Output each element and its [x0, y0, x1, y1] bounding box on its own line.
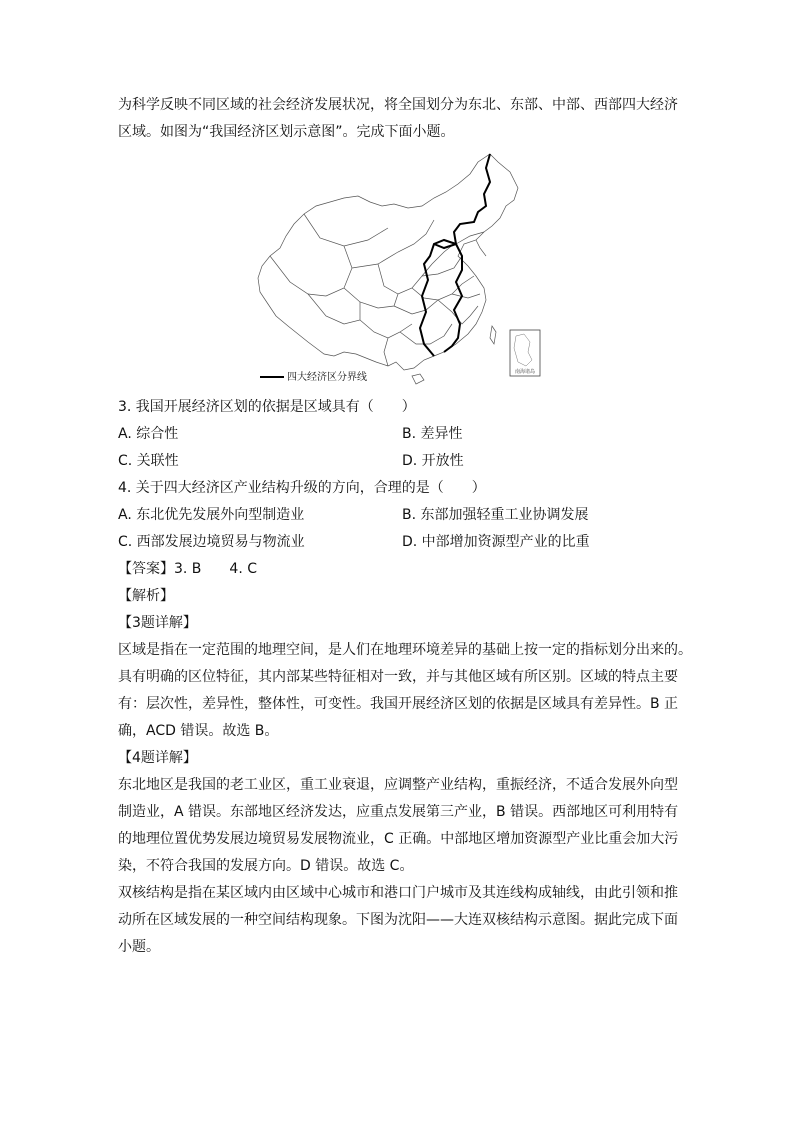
south-china-sea-inset [510, 330, 540, 376]
option-4c: C. 西部发展边境贸易与物流业 [118, 534, 305, 550]
q3-detail-line-1: 区域是指在一定范围的地理空间，是人们在地理环境差异的基础上按一定的指标划分出来的。 [118, 642, 692, 658]
question-3-options-row-1 [118, 421, 684, 448]
q4-detail-line-1: 东北地区是我国的老工业区，重工业衰退，应调整产业结构，重振经济，不适合发展外向型 [118, 777, 678, 793]
question-4-options-row-1 [118, 502, 684, 529]
q3-detail-line-4: 确，ACD 错误。故选 B。 [118, 723, 279, 739]
next-intro-line-1: 双核结构是指在某区域内由区域中心城市和港口门户城市及其连线构成轴线，由此引领和推 [118, 885, 678, 901]
next-intro-line-3: 小题。 [118, 939, 160, 955]
china-economic-region-map [248, 148, 560, 386]
inset-label: 南海诸岛 [514, 369, 536, 375]
q4-detail-line-3: 的地理位置优势发展边境贸易发展物流业，C 正确。中部地区增加资源型产业比重会加大污 [118, 831, 679, 847]
option-3a: A. 综合性 [118, 426, 179, 442]
intro-line-1: 为科学反映不同区域的社会经济发展状况，将全国划分为东北、东部、中部、西部四大经济 [118, 97, 678, 113]
option-3c: C. 关联性 [118, 453, 179, 469]
q3-detail-line-3: 有：层次性，差异性，整体性，可变性。我国开展经济区划的依据是区域具有差异性。B 正 [118, 696, 679, 712]
question-4-stem: 4. 关于四大经济区产业结构升级的方向，合理的是（ ） [118, 480, 486, 496]
q4-detail-paragraph [118, 772, 684, 880]
map-legend [260, 370, 367, 383]
next-intro-paragraph [118, 880, 684, 961]
intro-line-2: 区域。如图为“我国经济区划示意图”。完成下面小题。 [118, 124, 455, 140]
answer-line: 【答案】3. B 4. C [118, 561, 257, 577]
option-4b: B. 东部加强轻重工业协调发展 [402, 507, 589, 523]
economic-region-boundary [420, 154, 490, 356]
legend-label: 四大经济区分界线 [287, 372, 367, 383]
next-intro-line-2: 动所在区域发展的一种空间结构现象。下图为沈阳——大连双核结构示意图。据此完成下面 [118, 912, 678, 928]
question-3-options-row-2 [118, 448, 684, 475]
question-4-options-row-2 [118, 529, 684, 556]
q3-detail-paragraph [118, 637, 692, 745]
analysis-heading: 【解析】 [118, 588, 174, 604]
option-4a: A. 东北优先发展外向型制造业 [118, 507, 305, 523]
q4-detail-line-2: 制造业，A 错误。东部地区经济发达，应重点发展第三产业，B 错误。西部地区可利用特有 [118, 804, 679, 820]
q4-detail-heading: 【4题详解】 [118, 750, 197, 766]
option-3b: B. 差异性 [402, 426, 463, 442]
option-3d: D. 开放性 [402, 453, 464, 469]
q3-detail-heading: 【3题详解】 [118, 615, 197, 631]
q4-detail-line-4: 染，不符合我国的发展方向。D 错误。故选 C。 [118, 858, 414, 874]
option-4d: D. 中部增加资源型产业的比重 [402, 534, 590, 550]
province-outlines [258, 154, 518, 384]
question-3-stem: 3. 我国开展经济区划的依据是区域具有（ ） [118, 399, 416, 415]
q3-detail-line-2: 具有明确的区位特征，其内部某些特征相对一致，并与其他区域有所区别。区域的特点主要 [118, 669, 678, 685]
intro-paragraph [118, 92, 684, 146]
